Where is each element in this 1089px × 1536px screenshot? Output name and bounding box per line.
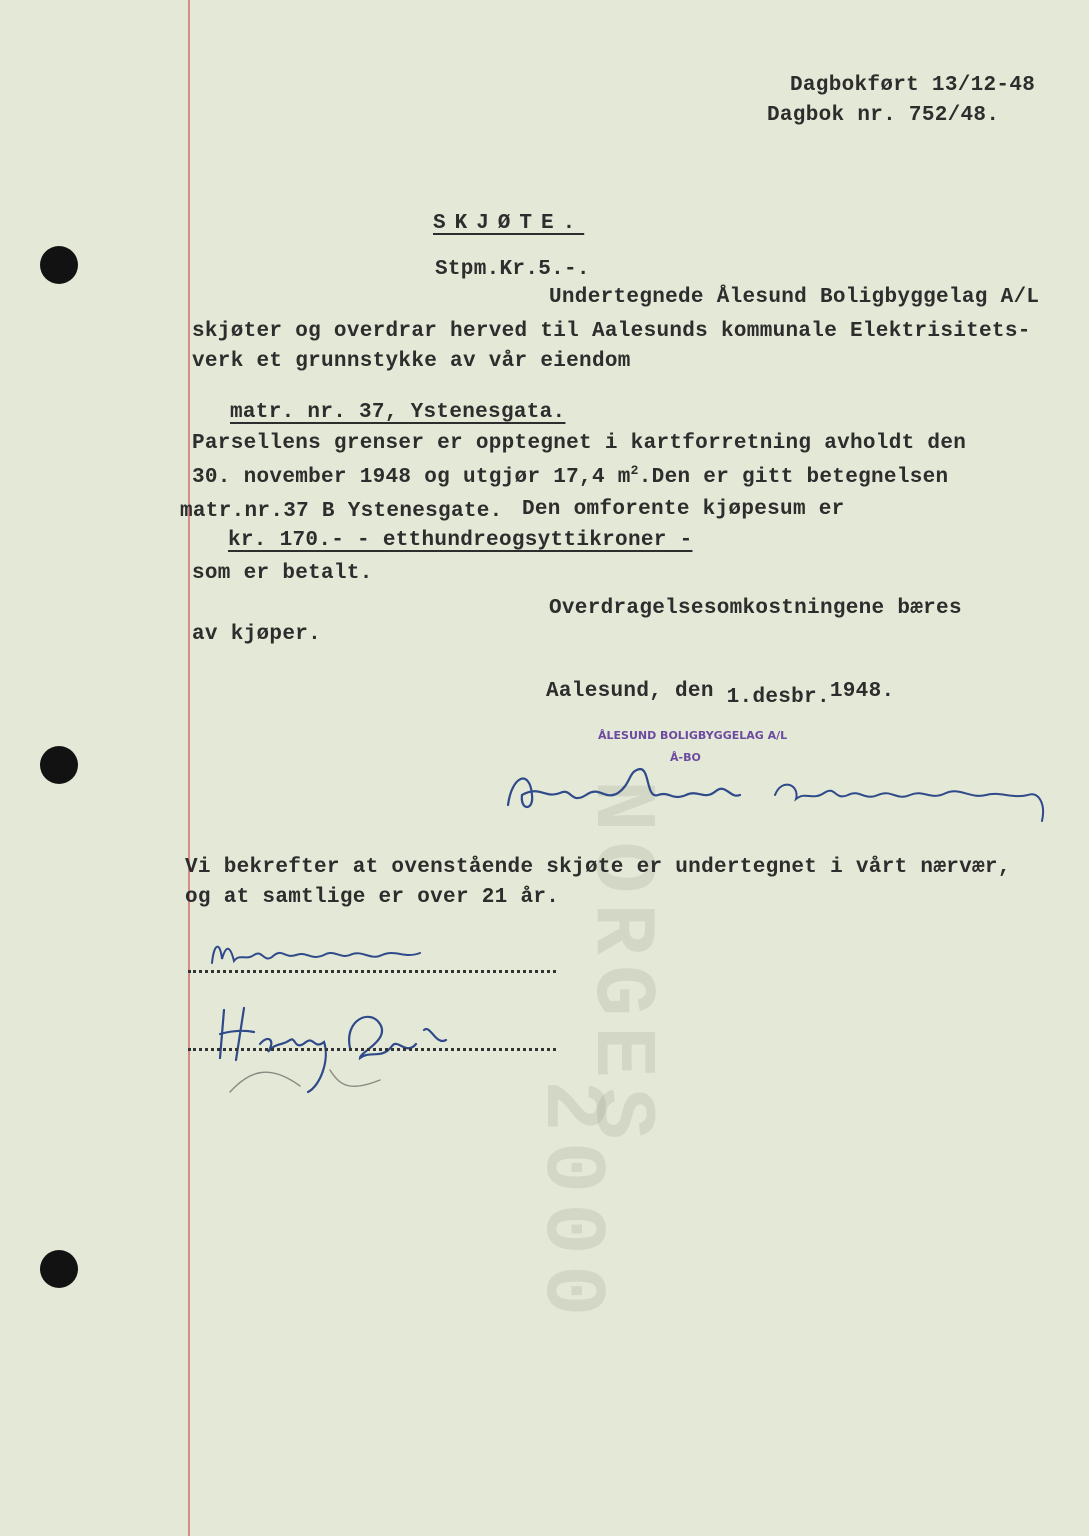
- punch-hole: [40, 746, 78, 784]
- journal-registered: Dagbokført 13/12-48: [790, 74, 1036, 97]
- purchase-price: kr. 170.- - etthundreogsyttikroner -: [228, 529, 693, 552]
- parcel-line: Parsellens grenser er opptegnet i kartforretning avholdt den: [192, 432, 967, 455]
- intro-line: Undertegnede Ålesund Boligbyggelag A/L: [549, 286, 1040, 309]
- company-stamp-name: ÅLESUND BOLIGBYGGELAG A/L: [598, 729, 788, 742]
- property-id: matr. nr. 37, Ystenesgata.: [230, 401, 566, 424]
- punch-hole: [40, 1250, 78, 1288]
- paid-note: som er betalt.: [192, 562, 373, 585]
- witness-line-1: [188, 970, 556, 973]
- intro-line: skjøter og overdrar herved til Aalesunds kommunale Elektrisitets-: [192, 320, 1031, 343]
- journal-number: Dagbok nr. 752/48.: [767, 104, 1000, 127]
- document-title: SKJØTE.: [433, 212, 585, 235]
- seller-signature: [500, 755, 1060, 835]
- parcel-line-a: matr.nr.37 B Ystenesgate.: [180, 500, 503, 523]
- witness-statement: og at samtlige er over 21 år.: [185, 886, 560, 909]
- watermark-word: NORGES: [572, 780, 670, 1150]
- witness-signature-1: [200, 935, 440, 975]
- intro-line: verk et grunnstykke av vår eiendom: [192, 350, 631, 373]
- place-date: Aalesund, den 1.desbr.1948.: [546, 680, 895, 709]
- costs-line: av kjøper.: [192, 623, 322, 646]
- parcel-line-b: Den omforente kjøpesum er: [522, 498, 845, 521]
- company-stamp-abbr: Å-BO: [670, 751, 701, 764]
- margin-line: [188, 0, 190, 1536]
- witness-statement: Vi bekrefter at ovenstående skjøte er undertegnet i vårt nærvær,: [185, 856, 1011, 879]
- watermark-year: 2000: [522, 1080, 620, 1327]
- costs-line: Overdragelsesomkostningene bæres: [549, 597, 962, 620]
- parcel-line: 30. november 1948 og utgjør 17,4 $m^2.Den$ er gitt betegnelsen: [192, 463, 949, 489]
- punch-hole: [40, 246, 78, 284]
- stamp-duty: Stpm.Kr.5.-.: [435, 258, 590, 281]
- witness-line-2: [188, 1048, 556, 1051]
